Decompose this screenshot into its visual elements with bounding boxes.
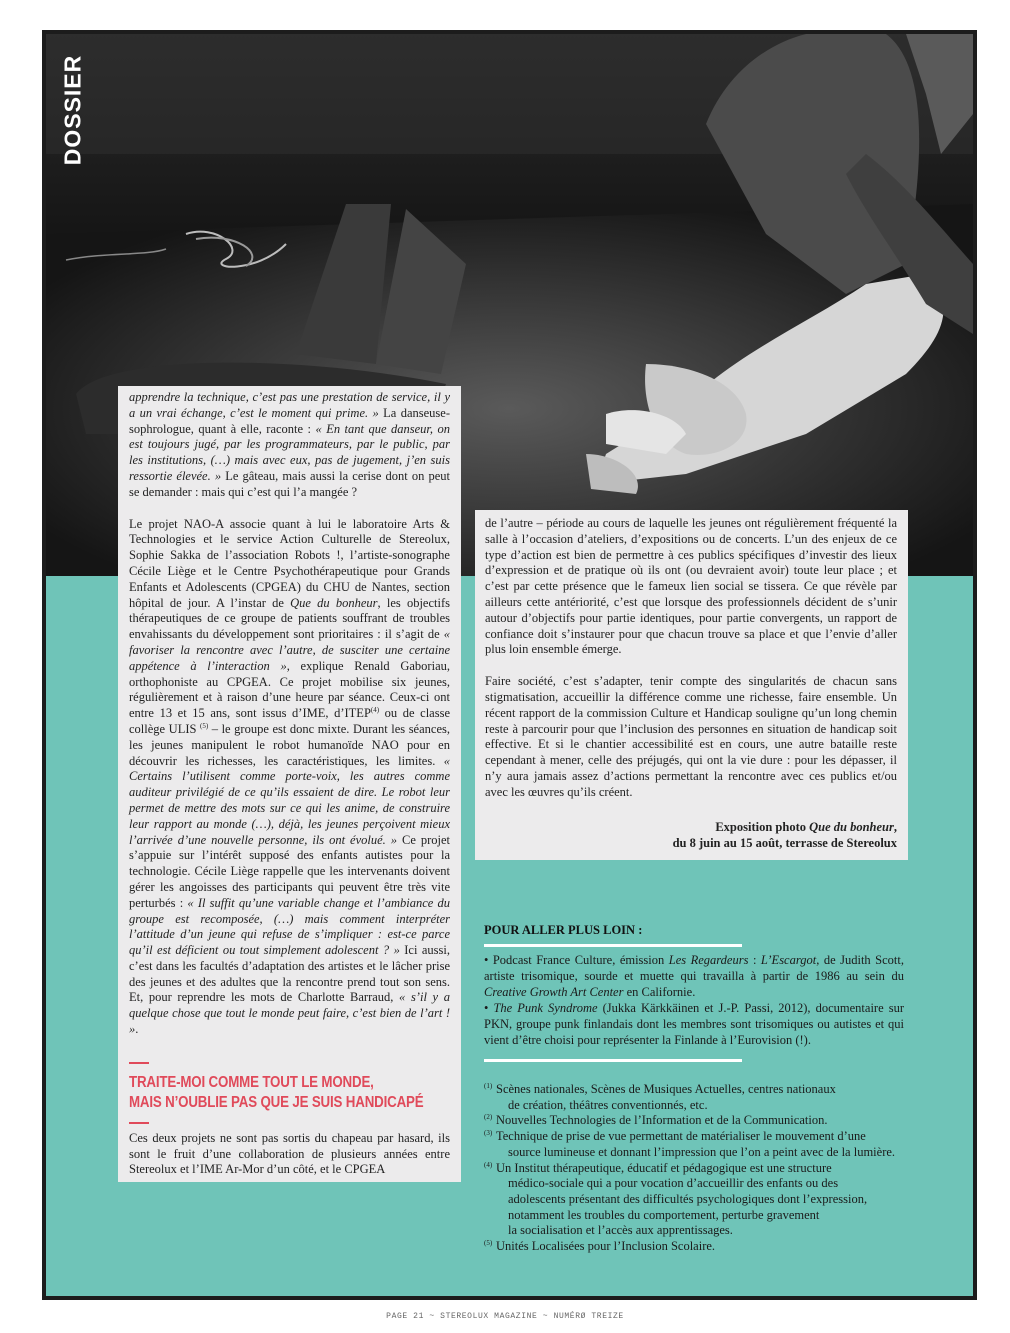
footnote xyxy=(484,1161,904,1240)
paragraph-faire-societe: Faire société, c’est s’adapter, tenir compte des singularités de chacun sans stigmatisation, accueillir la différence comme une richesse, faire ensemble. Un récent rapport de la commission Culture et Handicap souligne qu’un long chemin reste à parcourir pour que l’inclusion des personnes en situation de handicap soit effective. Et si le chantier accessibilité est en cours, une autre bataille reste cependant à mener, celle des préjugés, qui ont la vie dure : pour les dépasser, il n’y aura jamais assez d’actions permettant la rencontre avec ces publics et/ou avec les œuvres qu’ils créent. xyxy=(485,674,897,799)
text-run: • xyxy=(484,1001,494,1016)
italic-text: Les Regardeurs xyxy=(668,953,749,967)
text-run: La danseuse-sophrologue, quant à elle, raconte : xyxy=(129,405,450,436)
text-run: (Jukka Kärkkäinen et J.-P. Passi, 2012), documentaire sur PKN, groupe punk finlandais dont les membres sont trisomiques ou autistes et qui vient d’être choisi pour représenter la Finlande à l’Eurovision (!). xyxy=(484,1001,904,1047)
italic-text: The Punk Syndrome xyxy=(493,1001,598,1016)
footnote xyxy=(484,1129,904,1160)
further-reading xyxy=(484,922,904,1068)
italic-text: « s’il y a quelque chose que tout le monde peut faire, c’est bien de l’art ! » xyxy=(129,990,450,1037)
text-run: . xyxy=(135,1022,139,1037)
text-run: , de Judith Scott, artiste trisomique, sourde et muette qui travailla à partir de 1986 au sein du xyxy=(484,953,904,983)
footnote-number: (5) xyxy=(484,1239,493,1248)
italic-text: « Il suffit qu’une variable change et l’ambiance du groupe est recomposée, (…) mais comment interpréter l’attitude d’un jeune qui refuse de s’impliquer : est-ce parce qu’il est déficient ou tout simplement adolescent ? » xyxy=(129,895,451,958)
footnotes xyxy=(484,1082,904,1255)
footnote xyxy=(484,1082,904,1113)
section-heading xyxy=(129,1073,424,1113)
further-reading-title: POUR ALLER PLUS LOIN : xyxy=(484,923,643,937)
list-item xyxy=(484,953,904,1000)
paragraph-collaboration: Ces deux projets ne sont pas sortis du chapeau par hasard, ils sont le fruit d’une collaboration de plusieurs années entre Stereolux et l’IME Ar-Mor d’un côté, et le CPGEA xyxy=(129,1130,450,1177)
italic-text: L’Escargot xyxy=(760,953,817,967)
paragraph-quotes xyxy=(129,390,450,501)
text-run: Ici aussi, c’est dans les facultés d’adaptation des artistes et le lâcher prise des jeunes et des adultes que la rencontre prend tout son sens. Et, pour reprendre les mots de Charlotte Barraud, xyxy=(129,943,450,1005)
left-column xyxy=(118,386,461,1182)
footnote-number: (3) xyxy=(484,1129,493,1138)
italic-text: « favoriser la rencontre avec l’autre, de susciter une certaine appétence à l’interaction » xyxy=(129,627,450,673)
footnote-line: médico-sociale qui a pour vocation d’accueillir des enfants ou des xyxy=(508,1176,839,1191)
section-heading-line2: MAIS N’OUBLIE PAS QUE JE SUIS HANDICAPÉ xyxy=(129,1093,424,1111)
text-run: • Podcast France Culture, émission xyxy=(484,953,669,967)
page-frame xyxy=(42,30,977,1300)
further-reading-list xyxy=(484,953,904,1049)
footnote-line: source lumineuse et donnant l’impression que l’on a peint avec de la lumière. xyxy=(508,1144,896,1159)
footnote-line: Nouvelles Technologies de l’Information et de la Communication. xyxy=(496,1113,828,1128)
further-reading-rule xyxy=(484,944,742,947)
italic-text: « En tant que danseur, on est toujours jugé, par les programmateurs, par le public, par les institutions, (…) mais avec eux, pas de jugement, j’en suis ressortie élevée. » xyxy=(129,421,450,483)
text-run: Le gâteau, mais aussi la cerise dont on peut se demander : mais qui c’est qui l’a mangée ? xyxy=(129,468,450,499)
text-run: , les objectifs thérapeutiques de ce groupe de patients souffrant de troubles envahissants du développement sont prioritaires : il s’agit de xyxy=(129,595,450,642)
footnote-line: Unités Localisées pour l’Inclusion Scolaire. xyxy=(496,1239,716,1254)
italic-text: « Certains l’utilisent comme porte-voix, les autres comme auditeur privilégié de ce qu’ils essaient de dire. Le robot leur permet de mettre des mots sur ce qui les anime, de construire leur rapport au monde (…), déjà, les jeunes perçoivent mieux l’arrivée d’une nouvelle personne, ils ont évolué. » xyxy=(129,753,450,847)
footnote-number: (2) xyxy=(484,1113,493,1122)
italic-text: apprendre la technique, c’est pas une prestation de service, il y a un vrai échange, c’est le moment qui prime. » xyxy=(129,390,450,420)
list-item xyxy=(484,1001,904,1048)
footnote-ref: (5) xyxy=(200,721,209,730)
right-column xyxy=(475,510,908,860)
footnote-number: (4) xyxy=(484,1160,493,1169)
heading-rule-top xyxy=(129,1062,149,1064)
further-reading-rule-bottom xyxy=(484,1059,742,1062)
section-heading-line1: TRAITE-MOI COMME TOUT LE MONDE, xyxy=(129,1073,374,1091)
section-label: DOSSIER xyxy=(59,54,86,166)
text-run: – le groupe est donc mixte. Durant les séances, les jeunes manipulent le robot humanoïde NAO pour en découvrir les richesses, les caractéristiques, les limites. xyxy=(129,721,450,768)
footnote-line: la socialisation et l’accès aux apprentissages. xyxy=(508,1223,733,1238)
text-run: : xyxy=(748,953,761,967)
footnote-line: notamment les troubles du comportement, perturbe gravement xyxy=(508,1207,820,1222)
exhibition-info: Exposition photo Que du bonheur, du 8 juin au 15 août, terrasse de Stereolux xyxy=(672,819,897,850)
paragraph-nao-a xyxy=(129,517,450,1038)
text-run: en Californie. xyxy=(623,984,696,999)
text-run: , explique Renald Gaboriau, orthophoniste au CPGEA. Ce projet mobilise six jeunes, régulièrement et à raison d’une heure par séance. Ceux-ci ont entre 13 et 15 ans, sont issus d’IME, d’ITEP xyxy=(129,658,450,721)
footnote xyxy=(484,1113,904,1129)
footnote-line: Technique de prise de vue permettant de matérialiser le mouvement d’une xyxy=(496,1129,866,1144)
italic-text: Que du bonheur xyxy=(290,595,378,610)
italic-text: Creative Growth Art Center xyxy=(484,984,624,999)
footnote-line: de création, théâtres conventionnés, etc. xyxy=(508,1097,708,1112)
footnote xyxy=(484,1239,904,1255)
paragraph-continuation: de l’autre – période au cours de laquelle les jeunes ont régulièrement fréquenté la salle à l’occasion d’ateliers, d’expositions ou de concerts. L’un des enjeux de ce type d’action est bien de permettre à ces publics spécifiques d’investir des lieux d’expression et de pratique où ils ont (ou devraient avoir) toute leur place ; et c’est par cette présence que le fameux lien social se tissera. Ce que révèle par ailleurs cette antériorité, c’est que lorsque des professionnels décident de s’unir autour d’objectifs pour partie identiques, pour partie convergents, un rapport de confiance doit s’instaurer pour que chacun trouve sa place et que l’envie d’aller plus loin ensemble émerge. xyxy=(485,516,897,657)
text-run: Le projet NAO-A associe quant à lui le laboratoire Arts & Technologies et le service Action Culturelle de Stereolux, Sophie Sakka de l’association Robots !, l’artiste-sonographe Cécile Liège et le Centre Psychothérapeutique pour Grands Enfants et Adolescents (CPGEA) du CHU de Nantes, section hôpital de jour. A l’instar de xyxy=(129,516,450,610)
footnote-line: Un Institut thérapeutique, éducatif et pédagogique est une structure xyxy=(496,1160,832,1175)
text-run: ou de classe collège ULIS xyxy=(129,706,450,736)
footnote-line: Scènes nationales, Scènes de Musiques Actuelles, centres nationaux xyxy=(496,1082,836,1096)
footnote-ref: (4) xyxy=(370,705,380,714)
page-footer: PAGE 21 ~ STEREOLUX MAGAZINE ~ NUMÉRØ TREIZE xyxy=(386,1312,624,1321)
text-run: Ce projet s’appuie sur l’intérêt supposé des enfants autistes pour la technologie. Cécile Liège rappelle que les intervenants doivent gérer les angoisses des participants qui peuvent être très vite perturbés : xyxy=(129,832,450,910)
footnote-line: adolescents présentant des difficultés psychologiques dont l’expression, xyxy=(508,1191,868,1206)
footnote-number: (1) xyxy=(484,1082,493,1090)
